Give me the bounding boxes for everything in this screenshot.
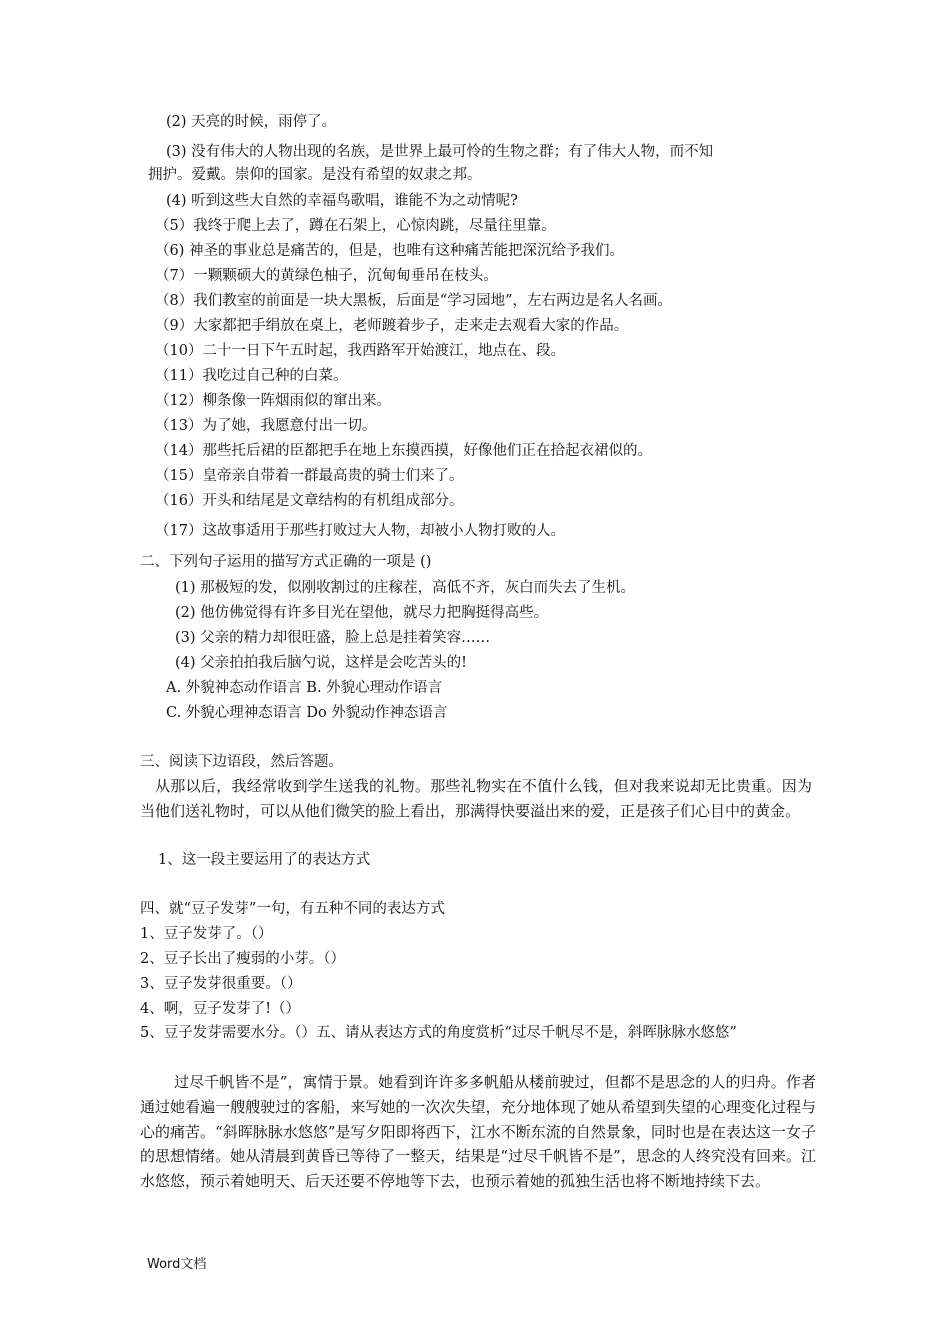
sentence-13: （13）为了她，我愿意付出一切。 [155,418,377,434]
sentence-2: (2) 天亮的时候，雨停了。 [166,114,337,130]
section-4-item-5-and-section-5: 5、豆子发芽需要水分。（）五、请从表达方式的角度赏析“过尽千帆尽不是，斜晖脉脉水悠悠” [140,1025,737,1041]
section-3-passage: 从那以后，我经常收到学生送我的礼物。那些礼物实在不值什么钱，但对我来说却无比贵重。因为当他们送礼物时，可以从他们微笑的脸上看出，那满得快要溢出来的爱，正是孩子们心目中的黄金。 [140,777,812,820]
sentence-12: （12）柳条像一阵烟雨似的窜出来。 [155,393,391,409]
sentence-15: （15）皇帝亲自带着一群最高贵的骑士们来了。 [155,468,464,484]
section-4-title: 四、就“豆子发芽”一句，有五种不同的表达方式 [140,901,445,917]
sentence-14: （14）那些托后裙的臣都把手在地上东摸西摸，好像他们正在拾起衣裙似的。 [155,443,652,459]
sentence-3: (3) 没有伟大的人物出现的名族，是世界上最可怜的生物之群；有了伟大人物，而不知 [166,144,714,160]
sentence-10: （10）二十一日下午五时起，我西路军开始渡江，地点在、段。 [155,343,565,359]
sentence-11: （11）我吃过自己种的白菜。 [155,368,348,384]
page-footer: Word文档 [147,1257,207,1272]
section-2-option-ab: A. 外貌神态动作语言 B. 外貌心理动作语言 [166,680,443,696]
section-2-item-3: (3) 父亲的精力却很旺盛，脸上总是挂着笑容…… [175,630,491,646]
sentence-16: （16）开头和结尾是文章结构的有机组成部分。 [155,493,464,509]
section-3-title: 三、阅读下边语段，然后答题。 [140,754,343,770]
section-4-item-1: 1、豆子发芽了。（） [140,926,273,942]
analysis-paragraph: 过尽千帆皆不是”，寓情于景。她看到许许多多帆船从楼前驶过，但都不是思念的人的归舟。作者通过她看遍一艘艘驶过的客船，来写她的一次次失望，充分地体现了她从希望到失望的心理变化过程与心的痛苦。“斜晖脉脉水悠悠”是写夕阳即将西下，江水不断东流的自然景象，同时也是在表达这一女子的思想情绪。她从清晨到黄昏已等待了一整天，结果是“过尽千帆皆不是”，思念的人终究没有回来。江水悠悠，预示着她明天、后天还要不停地等下去，也预示着她的孤独生活也将不断地持续下去。 [140,1073,816,1191]
sentence-9: （9）大家都把手绢放在桌上，老师踱着步子，走来走去观看大家的作品。 [155,318,629,334]
sentence-17: （17）这故事适用于那些打败过大人物，却被小人物打败的人。 [155,523,565,539]
section-4-item-2: 2、豆子长出了瘦弱的小芽。（） [140,951,345,967]
section-4-item-4: 4、啊，豆子发芽了!（） [140,1001,301,1017]
sentence-8: （8）我们教室的前面是一块大黑板，后面是“学习园地”，左右两边是名人名画。 [155,293,673,309]
sentence-5: （5）我终于爬上去了，蹲在石架上，心惊肉跳，尽量往里靠。 [155,218,556,234]
sentence-6: （6) 神圣的事业总是痛苦的，但是，也唯有这种痛苦能把深沉给予我们。 [155,243,624,259]
section-4-item-3: 3、豆子发芽很重要。（） [140,976,302,992]
section-2-title: 二、下列句子运用的描写方式正确的一项是 () [140,554,432,570]
section-3-question: 1、这一段主要运用了的表达方式 [158,852,371,868]
sentence-4: (4) 听到这些大自然的幸福鸟歌唱，谁能不为之动情呢? [166,193,518,209]
sentence-7: （7）一颗颗硕大的黄绿色柚子，沉甸甸垂吊在枝头。 [155,268,498,284]
section-2-item-2: (2) 他仿佛觉得有许多目光在望他，就尽力把胸挺得高些。 [175,605,549,621]
section-2-item-1: (1) 那极短的发，似刚收割过的庄稼茬，高低不齐，灰白而失去了生机。 [175,580,636,596]
section-2-option-cd: C. 外貌心理神态语言 Do 外貌动作神态语言 [166,705,448,721]
section-2-item-4: (4) 父亲拍拍我后脑勺说，这样是会吃苦头的! [175,655,467,671]
sentence-3-continued: 拥护。爱戴。崇仰的国家。是没有希望的奴隶之邦。 [148,167,482,183]
